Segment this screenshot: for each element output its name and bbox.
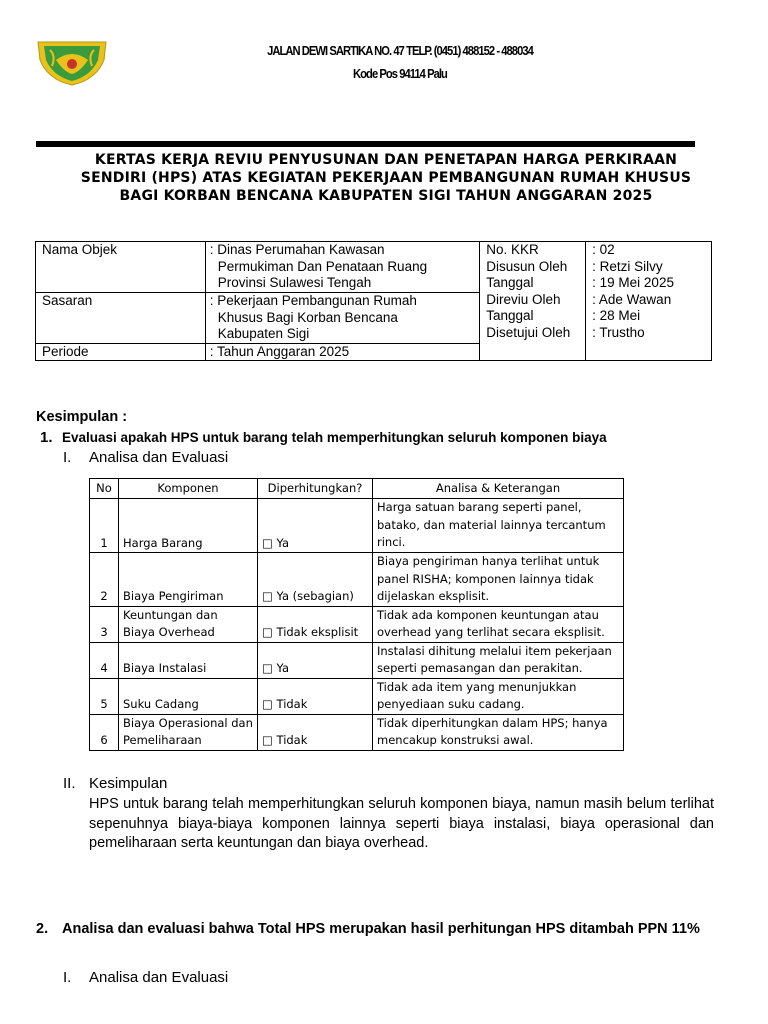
section-text: Evaluasi apakah HPS untuk barang telah memperhitungkan seluruh komponen biaya: [62, 430, 607, 445]
column-header: No: [90, 479, 119, 499]
sasaran-value: : Pekerjaan Pembangunan Rumah Khusus Bagi Korban Bencana Kabupaten Sigi: [205, 293, 480, 344]
subsection-label: Analisa dan Evaluasi: [89, 449, 229, 466]
review-label: Tanggal: [486, 275, 534, 290]
roman-numeral: I.: [63, 449, 72, 466]
review-value: : 02: [592, 242, 615, 257]
title-line: SENDIRI (HPS) ATAS KEGIATAN PEKERJAAN PEMBANGUNAN RUMAH KHUSUS: [80, 170, 692, 186]
roman-numeral: I.: [63, 969, 72, 986]
nama-objek-value: : Dinas Perumahan Kawasan Permukiman Dan Penataan Ruang Provinsi Sulawesi Tengah: [205, 242, 480, 293]
periode-value: : Tahun Anggaran 2025: [205, 343, 480, 361]
nama-objek-label: Nama Objek: [36, 242, 206, 293]
section-1-heading: [36, 428, 714, 447]
review-labels: [480, 242, 586, 361]
table-row: 3 Keuntungan dan Biaya Overhead □ Tidak eksplisit Tidak ada komponen keuntungan atau overhead yang terlihat secara eksplisit.: [90, 606, 624, 642]
table-row: 2 Biaya Pengiriman □ Ya (sebagian) Biaya pengiriman hanya terlihat untuk panel RISHA; komponen lainnya tidak dijelaskan eksplisit.: [90, 553, 624, 607]
table-row: 4 Biaya Instalasi □ Ya Instalasi dihitung melalui item pekerjaan seperti pemasangan dan perakitan.: [90, 642, 624, 678]
review-label: Direviu Oleh: [486, 291, 561, 307]
review-value: : Ade Wawan: [592, 291, 672, 307]
regional-emblem-logo: [36, 40, 108, 86]
review-values: [586, 242, 712, 361]
postal-code: Kode Pos 94114 Palu: [353, 66, 447, 81]
conclusion-paragraph: HPS untuk barang telah memperhitungkan seluruh komponen biaya, namun masih belum terlihat sepenuhnya biaya-biaya komponen lainnya seperti biaya instalasi, biaya operasional dan pemeliharaan serta keuntungan dan biaya overhead.: [89, 796, 714, 851]
title-line: KERTAS KERJA REVIU PENYUSUNAN DAN PENETAPAN HARGA PERKIRAAN: [94, 152, 678, 168]
office-address: JALAN DEWI SARTIKA NO. 47 TELP. (0451) 488152 - 488034: [267, 43, 533, 58]
review-value: : 28 Mei: [592, 308, 641, 323]
column-header: Diperhitungkan?: [258, 479, 373, 499]
review-value: : Trustho: [592, 324, 645, 340]
subsection-kesimpulan: [63, 775, 167, 792]
kesimpulan-heading: Kesimpulan :: [36, 409, 128, 425]
column-header: Analisa & Keterangan: [373, 479, 624, 499]
column-header: Komponen: [119, 479, 258, 499]
letterhead-divider: [36, 141, 695, 147]
subsection-analisa: [63, 449, 228, 466]
sasaran-label: Sasaran: [36, 293, 206, 344]
periode-label: Periode: [36, 343, 206, 361]
table-row: 6 Biaya Operasional dan Pemeliharaan □ Tidak Tidak diperhitungkan dalam HPS; hanya mencakup konstruksi awal.: [90, 714, 624, 750]
section-number: 1.: [40, 429, 53, 446]
review-label: Disetujui Oleh: [486, 324, 571, 340]
subsection-label: Kesimpulan: [89, 775, 168, 792]
roman-numeral: II.: [63, 775, 76, 792]
worksheet-info-table: [35, 241, 712, 361]
review-label: Tanggal: [486, 308, 534, 323]
section-2-heading: [36, 920, 714, 939]
subsection-label: Analisa dan Evaluasi: [89, 969, 229, 986]
title-line: BAGI KORBAN BENCANA KABUPATEN SIGI TAHUN ANGGARAN 2025: [119, 188, 653, 204]
review-value: : 19 Mei 2025: [592, 275, 674, 290]
review-label: Disusun Oleh: [486, 258, 568, 274]
section-text: Analisa dan evaluasi bahwa Total HPS merupakan hasil perhitungan HPS ditambah PPN 11%: [62, 921, 700, 937]
document-title: [36, 151, 736, 205]
table-row: 1 Harga Barang □ Ya Harga satuan barang seperti panel, batako, dan material lainnya tercantum rinci.: [90, 499, 624, 553]
component-analysis-table: [89, 478, 624, 751]
review-label: No. KKR: [486, 242, 539, 257]
section-number: 2.: [36, 921, 49, 937]
subsection-analisa-2: [63, 969, 228, 986]
review-value: : Retzi Silvy: [592, 258, 663, 274]
table-row: 5 Suku Cadang □ Tidak Tidak ada item yang menunjukkan penyediaan suku cadang.: [90, 678, 624, 714]
